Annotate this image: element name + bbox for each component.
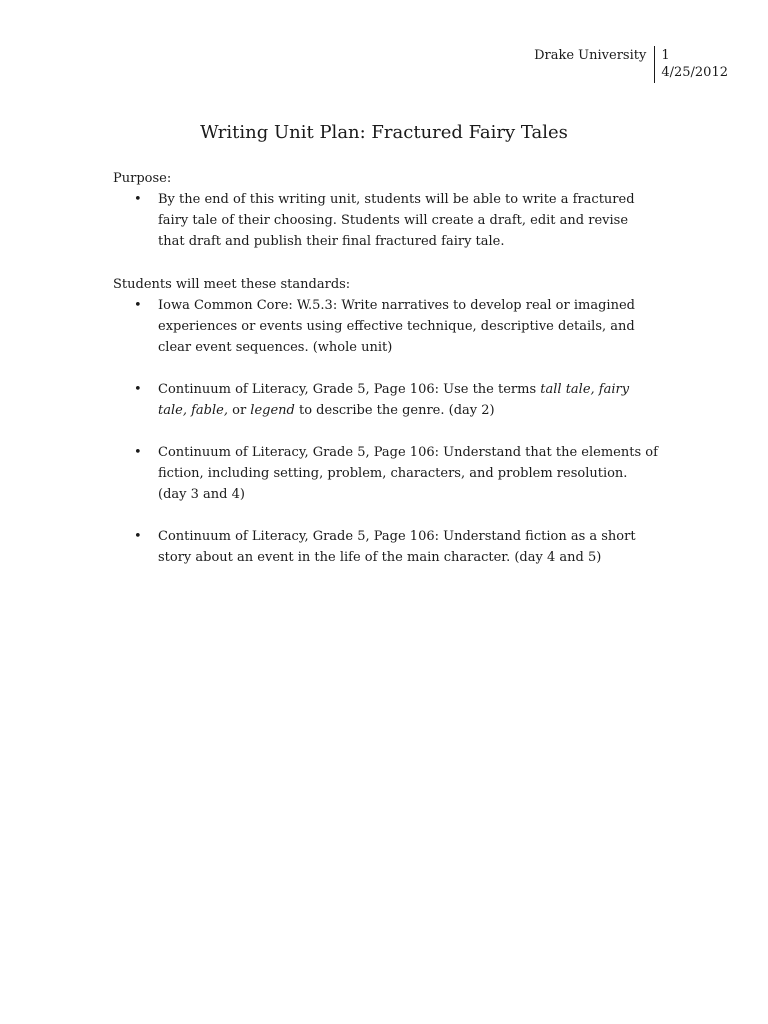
section-spacer bbox=[113, 252, 658, 274]
document-title: Writing Unit Plan: Fractured Fairy Tales bbox=[200, 122, 568, 143]
standard-item-text: Iowa Common Core: W.5.3: Write narratives to develop real or imagined experiences or events using effective technique, descriptive details, and clear event sequences. (whole unit) bbox=[158, 298, 635, 355]
standard-item-text: Continuum of Literacy, Grade 5, Page 106: Understand that the elements of fiction, including setting, problem, characters, and problem resolution. (day 3 and 4) bbox=[158, 445, 658, 502]
header-right-block bbox=[654, 46, 728, 83]
term-tall-tale-fairy-tale: tall tale, fairy tale, bbox=[158, 382, 630, 418]
purpose-list bbox=[113, 189, 658, 252]
list-item bbox=[113, 526, 658, 568]
standards-list bbox=[113, 295, 658, 568]
term-legend: legend bbox=[250, 403, 295, 418]
purpose-item-text: By the end of this writing unit, students will be able to write a fractured fairy tale of their choosing. Students will create a draft, edit and revise that draft and publish their final fractured fairy tale. bbox=[158, 192, 635, 249]
header-institution: Drake University bbox=[534, 48, 647, 63]
bullet-icon: • bbox=[134, 529, 142, 544]
bullet-icon: • bbox=[134, 445, 142, 460]
standard-item-or: or bbox=[227, 403, 251, 418]
purpose-label: Purpose: bbox=[113, 171, 172, 186]
standards-label: Students will meet these standards: bbox=[113, 277, 351, 292]
list-item bbox=[113, 295, 658, 358]
list-item bbox=[113, 189, 658, 252]
header-page-number: 1 bbox=[661, 48, 670, 63]
term-fable: fable, bbox=[191, 403, 228, 418]
standard-item-suffix: to describe the genre. (day 2) bbox=[294, 403, 495, 418]
bullet-icon: • bbox=[134, 192, 142, 207]
standard-item-text: Continuum of Literacy, Grade 5, Page 106: Understand fiction as a short story about an event in the life of the main character. (day 4 and 5) bbox=[158, 529, 636, 565]
header-date: 4/25/2012 bbox=[661, 65, 728, 80]
list-item bbox=[113, 379, 658, 421]
bullet-icon: • bbox=[134, 298, 142, 313]
standard-item-text bbox=[158, 382, 629, 418]
page-header bbox=[534, 46, 728, 83]
list-item bbox=[113, 442, 658, 505]
standard-item-prefix: Continuum of Literacy, Grade 5, Page 106: Use the terms bbox=[158, 382, 541, 397]
bullet-icon: • bbox=[134, 382, 142, 397]
document-body bbox=[113, 168, 658, 568]
